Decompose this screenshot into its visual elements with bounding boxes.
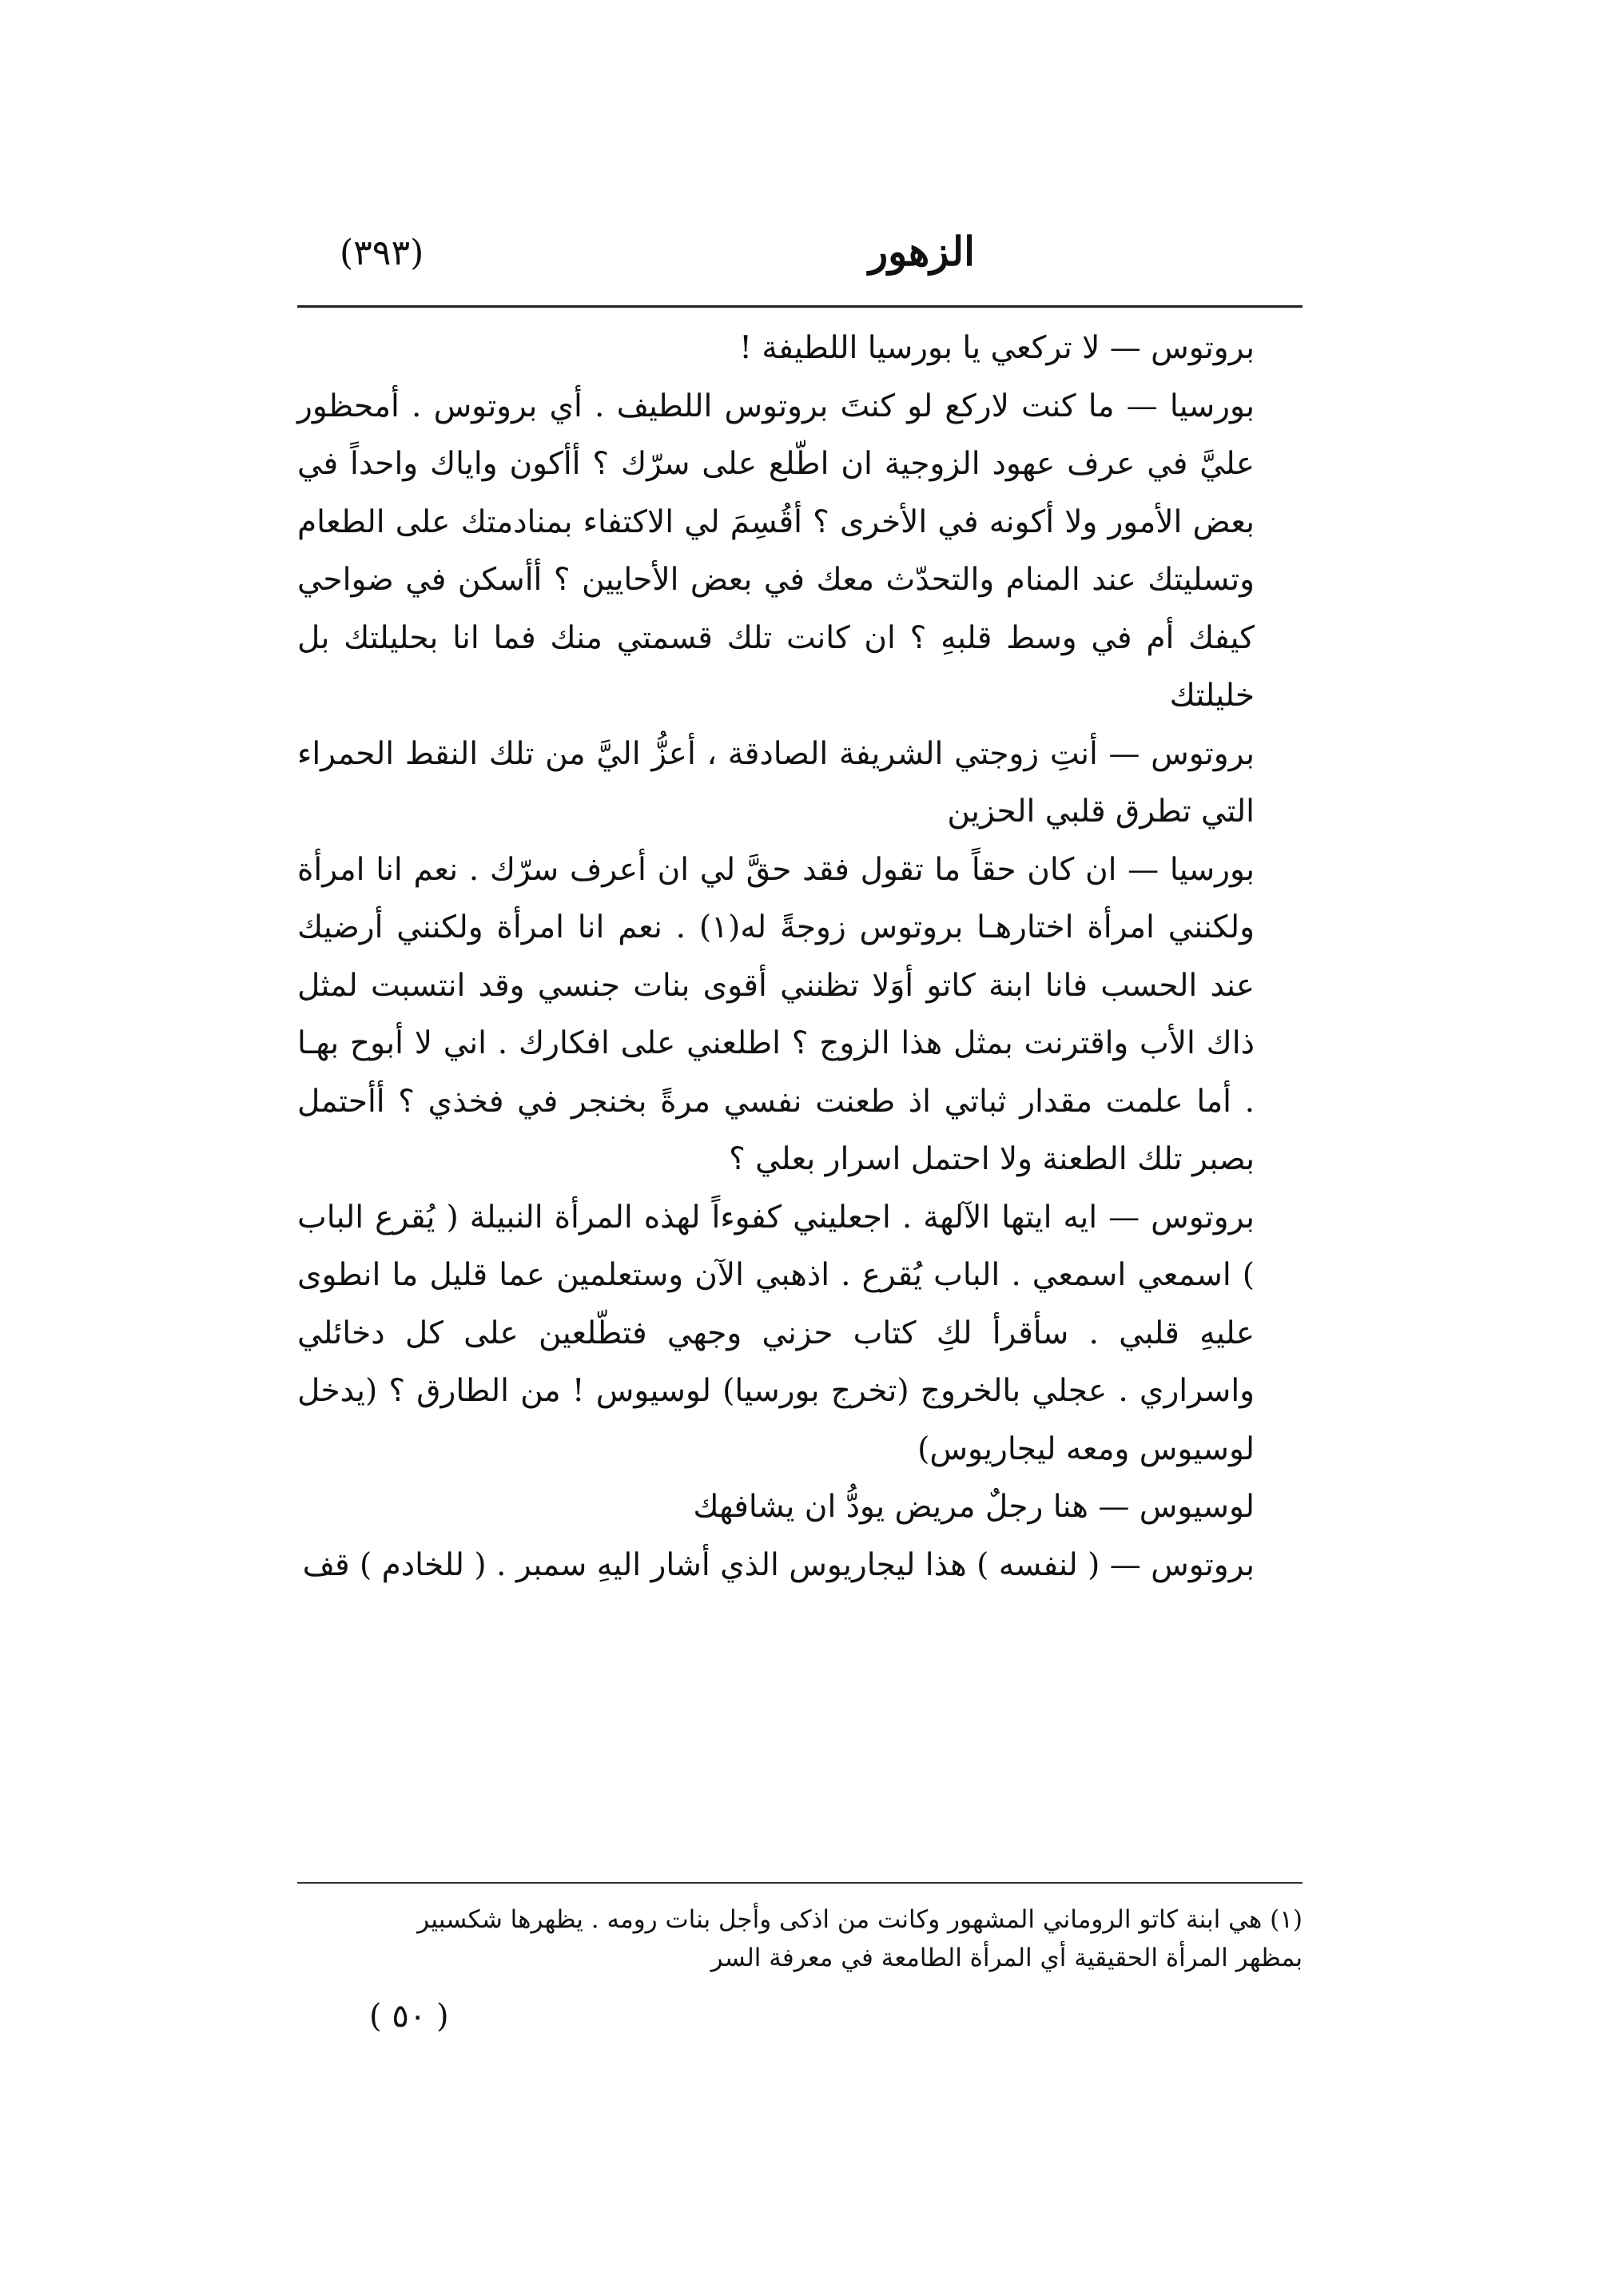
paragraph-6: لوسيوس — هنا رجلٌ مريض يودُّ ان يشافهك <box>693 1489 1255 1525</box>
paragraph-1: بروتوس — لا تركعي يا بورسيا اللطيفة ! <box>739 330 1255 366</box>
footnote-line-1: (١) هي ابنة كاتو الروماني المشهور وكانت من اذكى وأجل بنات رومه . يظهرها شكسبير <box>417 1905 1303 1934</box>
paragraph-3: بروتوس — أنتِ زوجتي الشريفة الصادقة ، أعزُّ اليَّ من تلك النقط الحمراء التي تطرق قلبي الحزين <box>297 735 1255 830</box>
footnote <box>297 1900 1303 1977</box>
paragraph-4: بورسيا — ان كان حقاً ما تقول فقد حقَّ لي ان أعرف سرّك . نعم انا امرأة ولكنني امرأة اختارهـا بروتوس زوجةً له(١) . نعم انا امرأة ولكنني أرضيك عند الحسب فانا ابنة كاتو أوَلا تظنني أقوى بنات جنسي وقد انتسبت لمثل ذاك الأب واقترنت بمثل هذا الزوج ؟ اطلعني على افكارك . اني لا أبوح بهـا . أما علمت مقدار ثباتي اذ طعنت نفسي مرةً بخنجر في فخذي ؟ أأحتمل بصبر تلك الطعنة ولا احتمل اسرار بعلي ؟ <box>297 851 1255 1177</box>
paragraph-7: بروتوس — ( لنفسه ) هذا ليجاريوس الذي أشار اليهِ سمبر . ( للخادم ) قف <box>302 1546 1255 1583</box>
footnote-line-2: بمظهر المرأة الحقيقية أي المرأة الطامعة في معرفة السر <box>710 1944 1303 1972</box>
header-title: الزهور <box>868 228 975 275</box>
signature-mark: ( ٥٠ ) <box>369 1998 449 2035</box>
footnote-rule <box>297 1882 1303 1884</box>
page-number: (٣٩٣) <box>340 233 424 273</box>
header-rule <box>297 305 1303 308</box>
paragraph-2: بورسيا — ما كنت لاركع لو كنتَ بروتوس اللطيف . أي بروتوس . أمحظور عليَّ في عرف عهود الزوجية ان اطّلع على سرّك ؟ أأكون واياك واحداً في بعض الأمور ولا أكونه في الأخرى ؟ أقُسِمَ لي الاكتفاء بمنادمتك على الطعام وتسليتك عند المنام والتحدّث معك في بعض الأحايين ؟ أأسكن في ضواحي كيفك أم في وسط قلبهِ ؟ ان كانت تلك قسمتي منك فما انا بحليلتك بل خليلتك <box>297 388 1255 714</box>
running-header <box>296 228 1303 292</box>
body-text <box>297 320 1303 1594</box>
paragraph-5: بروتوس — ايه ايتها الآلهة . اجعليني كفوءاً لهذه المرأة النبيلة ( يُقرع الباب ) اسمعي اسمعي . الباب يُقرع . اذهبي الآن وستعلمين عما قليل ما انطوى عليهِ قلبي . سأقرأ لكِ كتاب حزني وجهي فتطّلعين على كل دخائلي واسراري . عجلي بالخروج (تخرج بورسيا) لوسيوس ! من الطارق ؟ (يدخل لوسيوس ومعه ليجاريوس) <box>297 1199 1255 1467</box>
